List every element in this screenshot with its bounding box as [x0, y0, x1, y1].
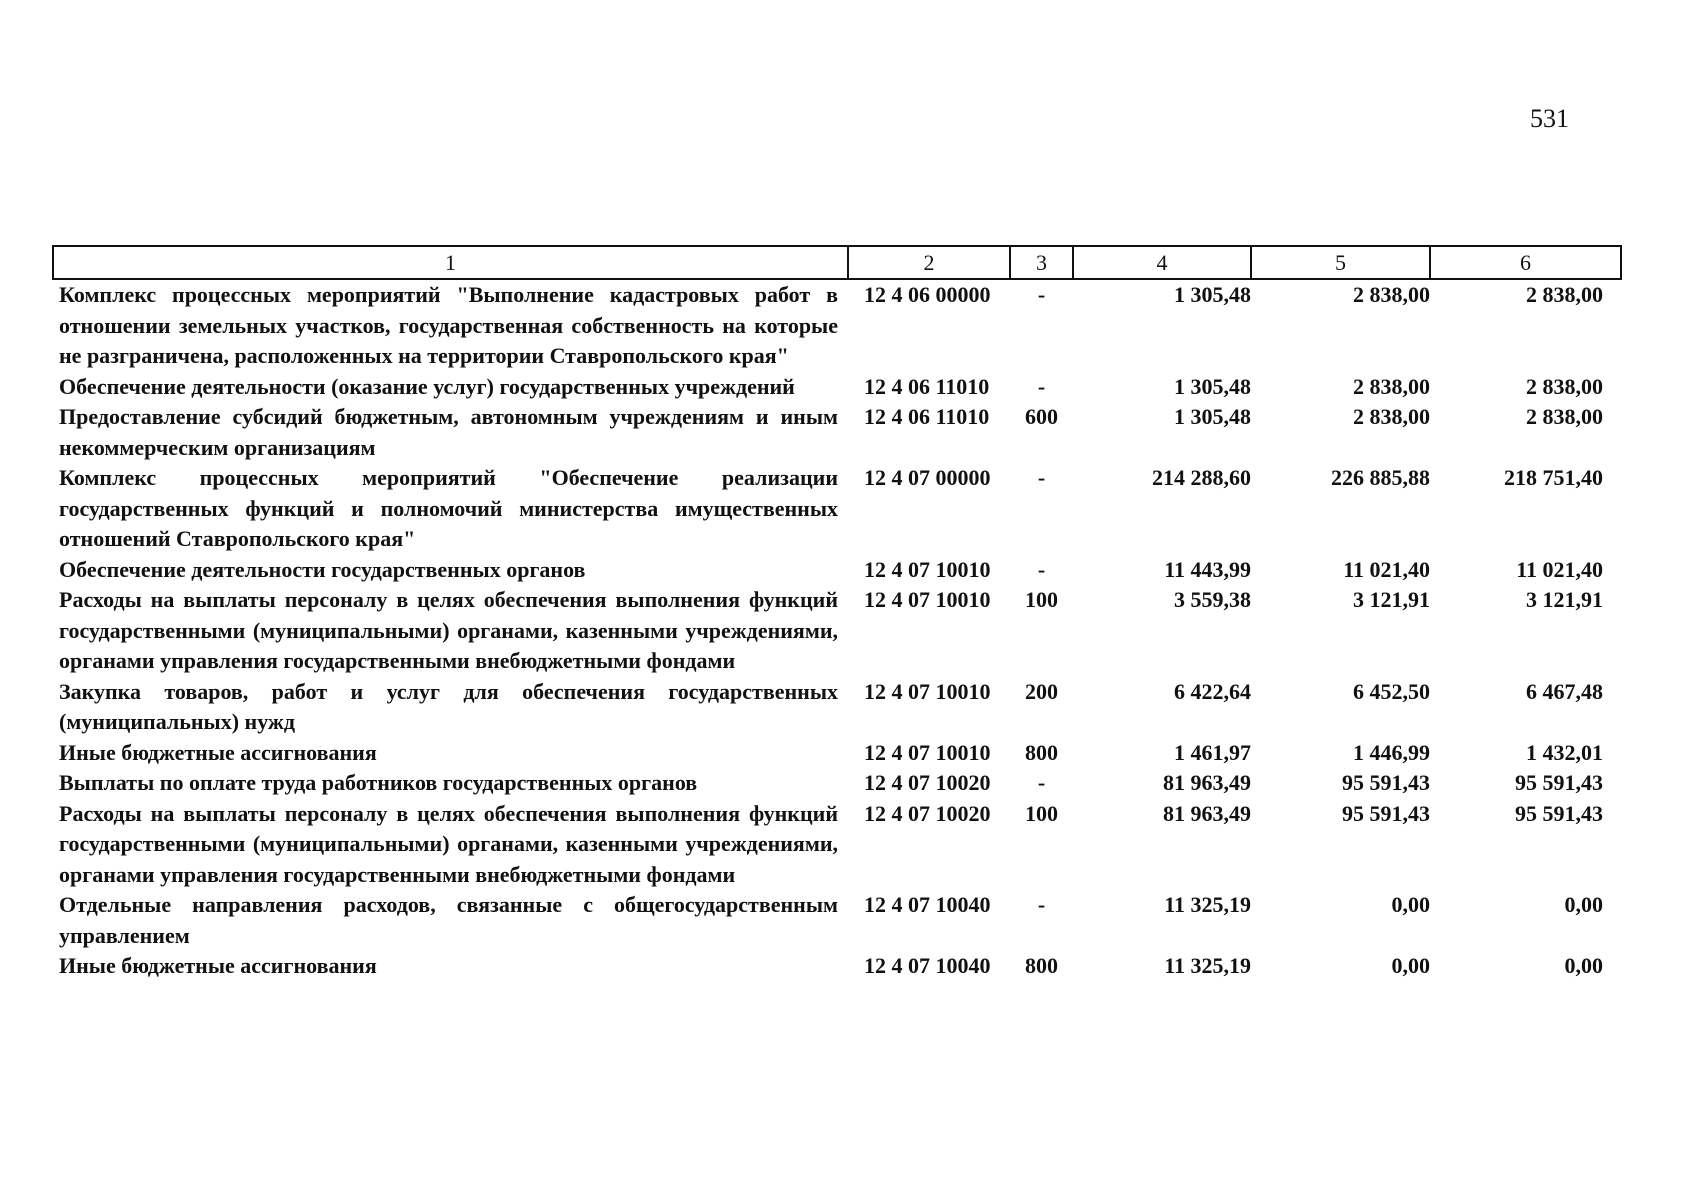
column-header-1: 1: [53, 246, 848, 279]
row-value-col4: 81 963,49: [1163, 800, 1251, 826]
row-expense-type: -: [1037, 770, 1046, 795]
row-value-col6: 6 467,48: [1526, 678, 1603, 704]
row-value-col4: 214 288,60: [1152, 465, 1251, 490]
row-expense-type: -: [1037, 465, 1046, 490]
row-value-col6: 2 838,00: [1526, 404, 1603, 429]
table-row: [53, 372, 1621, 403]
row-code: 12 4 07 10040: [864, 892, 991, 917]
row-expense-type: -: [1037, 892, 1046, 917]
row-name: Комплекс процессных мероприятий "Обеспечение реализации государственных функций и полномочий министерства имущественных отношений Ставропольского края": [59, 465, 838, 551]
row-value-col5: 0,00: [1391, 953, 1430, 978]
row-value-col6: 1 432,01: [1526, 739, 1603, 765]
row-value-col4: 81 963,49: [1163, 770, 1251, 795]
table-row: [53, 463, 1621, 555]
row-code: 12 4 07 10010: [864, 739, 991, 765]
row-value-col5: 2 838,00: [1353, 282, 1430, 307]
row-value-col6: 218 751,40: [1504, 465, 1603, 490]
row-expense-type: 100: [1025, 587, 1058, 612]
table-body: [53, 279, 1621, 982]
row-value-col5: 226 885,88: [1331, 465, 1430, 490]
column-header-2: 2: [848, 246, 1010, 279]
budget-table: [52, 245, 1622, 982]
row-code: 12 4 07 10010: [864, 587, 991, 612]
row-code: 12 4 06 11010: [864, 404, 990, 429]
page-number: 531: [1530, 104, 1569, 133]
row-value-col5: 2 838,00: [1353, 404, 1430, 429]
row-value-col4: 1 305,48: [1174, 373, 1251, 399]
row-code: 12 4 07 10010: [864, 678, 991, 704]
table-header: [53, 246, 1621, 279]
table-row: [53, 677, 1621, 738]
row-value-col4: 11 325,19: [1164, 953, 1251, 978]
row-name: Обеспечение деятельности (оказание услуг) государственных учреждений: [59, 373, 795, 399]
table-row: [53, 799, 1621, 891]
row-value-col5: 1 446,99: [1353, 739, 1430, 765]
column-header-3: 3: [1010, 246, 1073, 279]
row-name: Предоставление субсидий бюджетным, автономным учреждениям и иным некоммерческим организациям: [59, 404, 838, 460]
row-expense-type: 200: [1025, 678, 1058, 704]
row-value-col6: 0,00: [1564, 892, 1603, 917]
table-row: [53, 951, 1621, 982]
row-expense-type: -: [1037, 282, 1046, 307]
row-name: Иные бюджетные ассигнования: [59, 953, 377, 978]
row-name: Расходы на выплаты персоналу в целях обеспечения выполнения функций государственными (муниципальными) органами, казенными учреждениями, органами управления государственными внебюджетными фондами: [59, 587, 838, 673]
row-value-col6: 95 591,43: [1515, 800, 1603, 826]
row-expense-type: 100: [1025, 800, 1058, 826]
row-expense-type: 600: [1025, 404, 1058, 429]
row-code: 12 4 07 10020: [864, 770, 991, 795]
row-value-col6: 0,00: [1564, 953, 1603, 978]
row-value-col5: 6 452,50: [1353, 678, 1430, 704]
row-value-col5: 2 838,00: [1353, 373, 1430, 399]
row-value-col6: 2 838,00: [1526, 373, 1603, 399]
column-header-4: 4: [1073, 246, 1251, 279]
row-name: Выплаты по оплате труда работников государственных органов: [59, 770, 698, 795]
row-value-col4: 6 422,64: [1174, 678, 1251, 704]
table-row: [53, 585, 1621, 677]
table-row: [53, 738, 1621, 769]
row-code: 12 4 07 10040: [864, 953, 991, 978]
header-row: [53, 246, 1621, 279]
row-expense-type: 800: [1025, 953, 1058, 978]
row-name: Отдельные направления расходов, связанные с общегосударственным управлением: [59, 892, 838, 948]
table-row: [53, 768, 1621, 799]
table-row: [53, 279, 1621, 372]
row-value-col6: 3 121,91: [1526, 587, 1603, 612]
table-row: [53, 555, 1621, 586]
row-value-col5: 95 591,43: [1342, 800, 1430, 826]
row-value-col4: 1 305,48: [1174, 404, 1251, 429]
table-row: [53, 402, 1621, 463]
row-value-col4: 1 305,48: [1174, 282, 1251, 307]
row-name: Закупка товаров, работ и услуг для обеспечения государственных (муниципальных) нужд: [59, 678, 838, 734]
row-name: Обеспечение деятельности государственных органов: [59, 556, 586, 582]
row-value-col6: 11 021,40: [1516, 556, 1603, 582]
row-value-col5: 3 121,91: [1353, 587, 1430, 612]
row-code: 12 4 07 10020: [864, 800, 991, 826]
row-value-col6: 2 838,00: [1526, 282, 1603, 307]
row-expense-type: 800: [1025, 739, 1058, 765]
row-value-col6: 95 591,43: [1515, 770, 1603, 795]
row-value-col4: 1 461,97: [1174, 739, 1251, 765]
column-header-5: 5: [1251, 246, 1430, 279]
row-name: Расходы на выплаты персоналу в целях обеспечения выполнения функций государственными (муниципальными) органами, казенными учреждениями, органами управления государственными внебюджетными фондами: [59, 800, 838, 887]
row-code: 12 4 06 00000: [864, 282, 991, 307]
row-code: 12 4 07 00000: [864, 465, 991, 490]
row-value-col4: 11 325,19: [1164, 892, 1251, 917]
row-name: Комплекс процессных мероприятий "Выполнение кадастровых работ в отношении земельных участков, государственная собственность на которые не разграничена, расположенных на территории Ставропольского края": [59, 282, 838, 368]
row-code: 12 4 07 10010: [864, 556, 991, 582]
row-value-col5: 95 591,43: [1342, 770, 1430, 795]
row-value-col4: 3 559,38: [1174, 587, 1251, 612]
row-value-col4: 11 443,99: [1164, 556, 1251, 582]
table-row: [53, 890, 1621, 951]
row-name: Иные бюджетные ассигнования: [59, 739, 377, 765]
row-code: 12 4 06 11010: [864, 373, 990, 399]
row-expense-type: -: [1037, 373, 1046, 399]
column-header-6: 6: [1430, 246, 1621, 279]
row-value-col5: 0,00: [1391, 892, 1430, 917]
row-value-col5: 11 021,40: [1343, 556, 1430, 582]
row-expense-type: -: [1037, 556, 1046, 582]
